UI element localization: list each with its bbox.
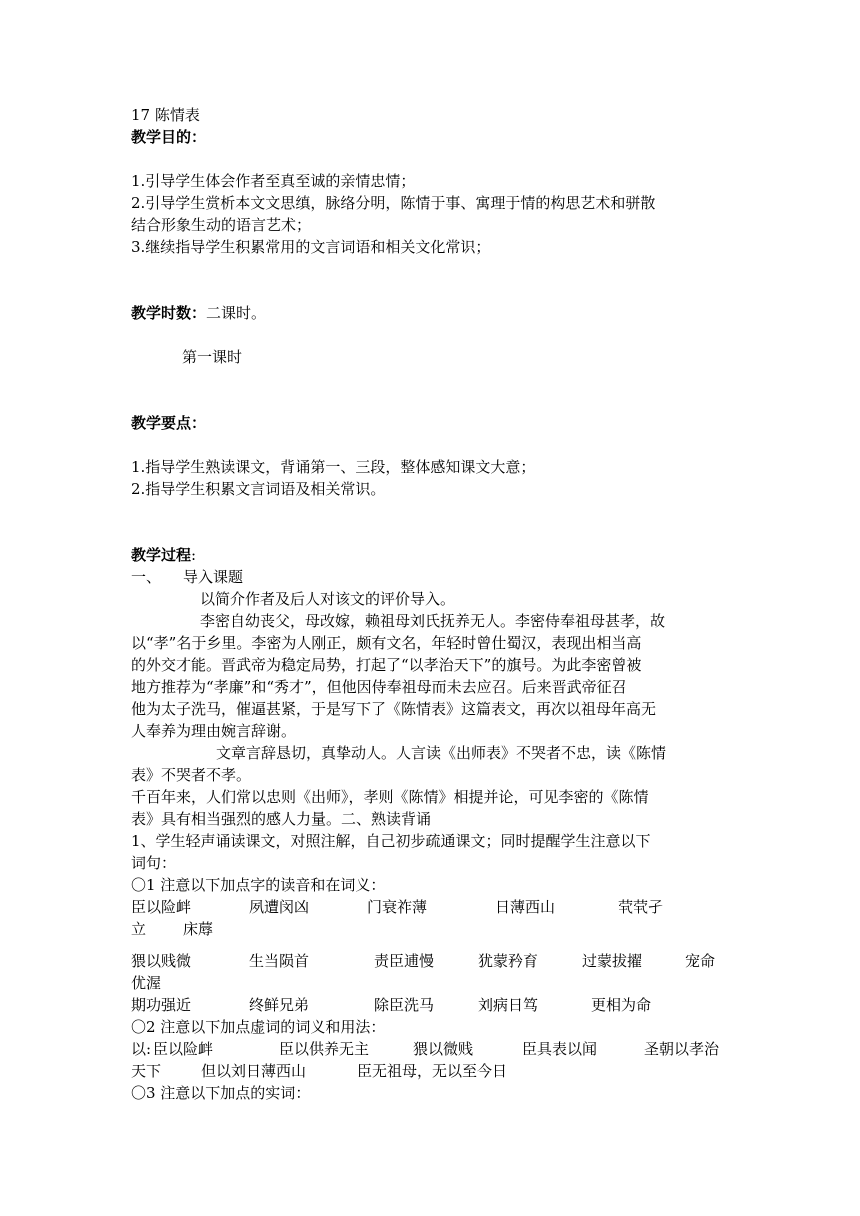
- word: 生当陨首: [249, 952, 310, 970]
- word: 日薄西山: [495, 898, 556, 916]
- para1-line: 的外交才能。晋武帝为稳定局势，打起了“以孝治天下”的旗号。为此李密曾被: [131, 656, 642, 674]
- objective-item: 2.引导学生赏析本文文思缜，脉络分明，陈情于事、寓理于情的构思艺术和骈散: [131, 194, 656, 212]
- para2-line: 表》不哭者不孝。: [131, 766, 252, 784]
- word: 夙遭闵凶: [249, 898, 310, 916]
- step-one-line: 1、学生轻声诵读课文，对照注解，自己初步疏通课文；同时提醒学生注意以下: [131, 832, 651, 850]
- word: 犹蒙矜育: [478, 952, 539, 970]
- word: 门衰祚薄: [367, 898, 428, 916]
- word: 更相为命: [591, 996, 652, 1014]
- word: 圣朝以孝治: [644, 1040, 720, 1058]
- section-title: 导入课题: [183, 568, 244, 586]
- word: 刘病日笃: [478, 996, 539, 1014]
- process-heading: [131, 544, 196, 566]
- sub-item-2: 〇2 注意以下加点虚词的词义和用法：: [131, 1018, 386, 1036]
- word: 责臣逋慢: [374, 952, 435, 970]
- doc-title: 17 陈情表: [131, 106, 200, 124]
- sub-item-1: 〇1 注意以下加点字的读音和在词义：: [131, 876, 386, 894]
- hours-value: 二课时。: [206, 304, 267, 322]
- section-number: 一、: [131, 568, 162, 586]
- word-row: [131, 1038, 731, 1060]
- word: 臣具表以闻: [522, 1040, 598, 1058]
- word: 过蒙拔擢: [582, 952, 643, 970]
- word-row: [131, 994, 731, 1016]
- word: 臣以险衅: [131, 898, 192, 916]
- word: 宠命: [685, 952, 716, 970]
- section-one-heading: [131, 566, 243, 588]
- sub-item-3: 〇3 注意以下加点的实词：: [131, 1084, 311, 1102]
- para1-line: 地方推荐为“孝廉”和“秀才”，但他因侍奉祖母而未去应召。后来晋武帝征召: [131, 678, 627, 696]
- word-row: [131, 918, 731, 940]
- para1-line: 以“孝”名于乡里。李密为人刚正，颇有文名，年轻时曾仕蜀汉，表现出相当高: [131, 634, 642, 652]
- word-row: [131, 896, 731, 918]
- process-heading-colon: :: [191, 546, 197, 564]
- word: 床蓐: [183, 920, 214, 938]
- objectives-heading: 教学目的：: [131, 128, 207, 146]
- step-one-line: 词句：: [131, 854, 177, 872]
- para1-line: 人奉养为理由婉言辞谢。: [131, 722, 297, 740]
- keypoint-item: 2.指导学生积累文言词语及相关常识。: [131, 480, 386, 498]
- word: 立: [131, 920, 147, 938]
- word-row: [131, 972, 731, 994]
- word: 臣以供养无主: [279, 1040, 370, 1058]
- word-row: [131, 950, 731, 972]
- objective-item: 1.引导学生体会作者至真至诚的亲情忠情；: [131, 172, 416, 190]
- word: 除臣洗马: [374, 996, 435, 1014]
- objective-item: 3.继续指导学生积累常用的文言词语和相关文化常识；: [131, 238, 491, 256]
- teaching-hours: [131, 302, 266, 324]
- yi-prefix: 以:: [131, 1040, 152, 1058]
- word: 但以刘日薄西山: [201, 1062, 307, 1080]
- para1-line: 李密自幼丧父，母改嫁，赖祖母刘氏抚养无人。李密侍奉祖母甚孝，故: [200, 612, 666, 630]
- word: 猥以微贱: [413, 1040, 474, 1058]
- word-row: [131, 1060, 731, 1082]
- hours-label: 教学时数：: [131, 304, 207, 322]
- word: 期功强近: [131, 996, 192, 1014]
- keypoint-item: 1.指导学生熟读课文，背诵第一、三段，整体感知课文大意；: [131, 458, 536, 476]
- process-heading-text: 教学过程: [131, 546, 192, 564]
- word: 终鲜兄弟: [249, 996, 310, 1014]
- word: 茕茕孑: [618, 898, 664, 916]
- objective-item: 结合形象生动的语言艺术；: [131, 216, 312, 234]
- intro-line: 以简介作者及后人对该文的评价导入。: [200, 590, 456, 608]
- lesson-title: 第一课时: [182, 348, 243, 366]
- word: 臣无祖母，无以至今日: [357, 1062, 508, 1080]
- para2-line: 千百年来，人们常以忠则《出师》，孝则《陈情》相提并论，可见李密的《陈情: [131, 788, 649, 806]
- para2-line: 文章言辞恳切，真挚动人。人言读《出师表》不哭者不忠，读《陈情: [216, 744, 667, 762]
- word: 优渥: [131, 974, 162, 992]
- para2-line: 表》具有相当强烈的感人力量。二、熟读背诵: [131, 810, 432, 828]
- para1-line: 他为太子洗马，催逼甚紧，于是写下了《陈情表》这篇表文，再次以祖母年高无: [131, 700, 657, 718]
- word: 猥以贱微: [131, 952, 192, 970]
- word: 臣以险衅: [153, 1040, 214, 1058]
- keypoints-heading: 教学要点：: [131, 414, 207, 432]
- word: 天下: [131, 1062, 162, 1080]
